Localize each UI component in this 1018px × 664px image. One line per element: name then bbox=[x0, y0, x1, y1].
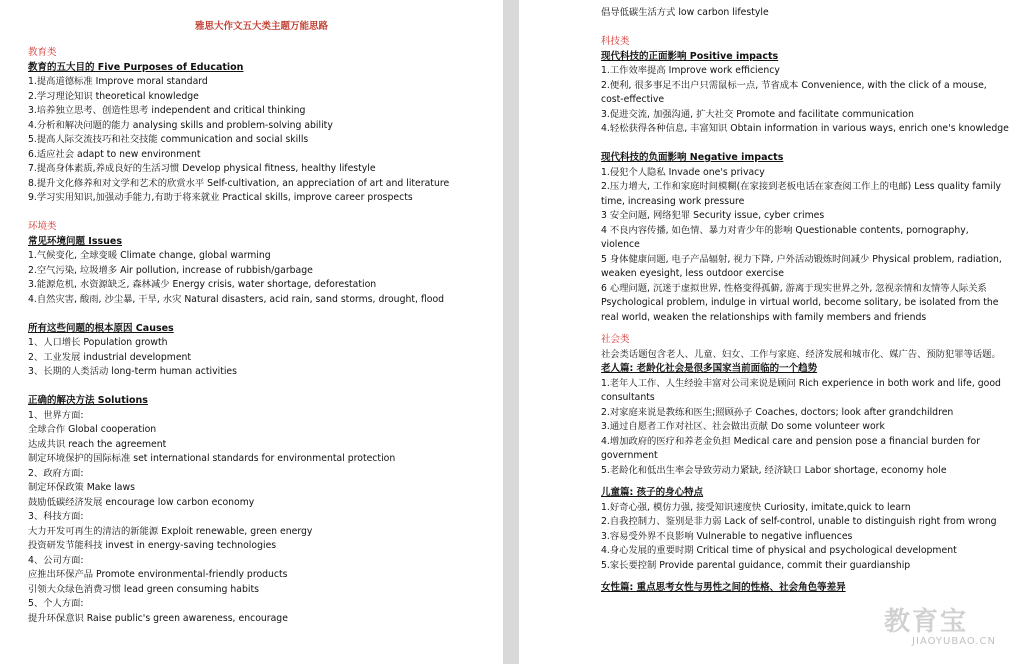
list-item: 2.对家庭来说是教练和医生;照顾孙子 Coaches, doctors; look after grandchildren bbox=[601, 406, 954, 418]
document-page-left bbox=[0, 0, 503, 664]
list-item: 5、个人方面: bbox=[28, 598, 84, 609]
list-item: 投资研发节能科技 invest in energy-saving technologies bbox=[28, 540, 277, 551]
spacer bbox=[601, 21, 1010, 36]
list-item: 4、公司方面: bbox=[28, 554, 84, 566]
list-item: 3.培养独立思考、创造性思考 independent and critical thinking bbox=[28, 105, 306, 116]
list-item: 5.家长要控制 Provide parental guidance, commit their guardianship bbox=[601, 559, 911, 571]
watermark-url: JIAOYUBAO.CN bbox=[912, 636, 996, 647]
list-item: 3.能源危机, 水资源缺乏, 森林减少 Energy crisis, water shortage, deforestation bbox=[28, 279, 377, 290]
list-item: 2、政府方面: bbox=[28, 467, 84, 479]
list-item: 3、长期的人类活动 long-term human activities bbox=[28, 366, 237, 377]
list-item: 引领大众绿色消费习惯 lead green consuming habits bbox=[28, 583, 259, 595]
list-item: 2.自我控制力、鉴别是非力弱 Lack of self-control, unable to distinguish right from wrong bbox=[601, 516, 997, 527]
spacer bbox=[28, 307, 495, 322]
heading-negative-impacts: 现代科技的负面影响 Negative impacts bbox=[601, 152, 784, 163]
list-item: 7.提高身体素质,养成良好的生活习惯 Develop physical fitness, healthy lifestyle bbox=[28, 163, 376, 174]
list-item: 4.分析和解决问题的能力 analysing skills and problem-solving ability bbox=[28, 119, 333, 131]
spacer bbox=[28, 206, 495, 221]
list-item: 1、世界方面: bbox=[28, 409, 84, 421]
list-item: 制定环保政策 Make laws bbox=[28, 482, 135, 493]
list-item: 1.提高道德标准 Improve moral standard bbox=[28, 76, 208, 87]
list-item: 2.便利, 很多事足不出户只需鼠标一点, 节省成本 Convenience, with the click of a mouse, cost-effective bbox=[601, 79, 987, 105]
section-label-society: 社会类 bbox=[601, 334, 630, 345]
list-item: 1.侵犯个人隐私 Invade one's privacy bbox=[601, 166, 765, 178]
list-item: 3、科技方面: bbox=[28, 511, 84, 522]
list-item: 全球合作 Global cooperation bbox=[28, 424, 157, 435]
heading-education-purposes: 教育的五大目的 Five Purposes of Education bbox=[28, 61, 244, 73]
watermark-logo bbox=[884, 608, 996, 654]
list-item: 4 不良内容传播, 如色情、暴力对青少年的影响 Questionable contents, pornography, violence bbox=[601, 224, 969, 250]
list-item: 4.轻松获得各种信息, 丰富知识 Obtain information in various ways, enrich one's knowledge bbox=[601, 123, 1009, 134]
list-item: 5 身体健康问题, 电子产品辐射, 视力下降, 户外活动锻炼时间减少 Physical problem, radiation, weaken eyesight, less outdoor exercise bbox=[601, 253, 1002, 279]
list-item: 2.空气污染, 垃圾增多 Air pollution, increase of rubbish/garbage bbox=[28, 264, 313, 276]
list-item: 应推出环保产品 Promote environmental-friendly products bbox=[28, 569, 288, 580]
list-item: 制定环境保护的国际标准 set international standards for environmental protection bbox=[28, 453, 396, 464]
list-item: 4.增加政府的医疗和养老金负担 Medical care and pension pose a financial burden for government bbox=[601, 435, 981, 461]
watermark-text: 教育宝 bbox=[884, 607, 969, 637]
elderly-list bbox=[601, 377, 1010, 479]
solutions-list bbox=[28, 409, 495, 627]
causes-list bbox=[28, 336, 495, 380]
section-label-environment: 环境类 bbox=[28, 221, 57, 232]
list-item: 3.促进交流, 加强沟通, 扩大社交 Promote and facilitate communication bbox=[601, 108, 914, 120]
education-list bbox=[28, 75, 495, 206]
list-item: 3.容易受外界不良影响 Vulnerable to negative influences bbox=[601, 530, 853, 542]
list-item: 1.气候变化, 全球变暖 Climate change, global warming bbox=[28, 250, 271, 261]
spacer bbox=[601, 325, 1010, 333]
section-label-technology: 科技类 bbox=[601, 36, 630, 47]
section-label-education: 教育类 bbox=[28, 47, 57, 58]
list-item: 提升环保意识 Raise public's green awareness, encourage bbox=[28, 612, 288, 624]
spacer bbox=[601, 573, 1010, 581]
heading-children: 儿童篇: 孩子的身心特点 bbox=[601, 487, 704, 498]
spacer bbox=[28, 380, 495, 395]
list-item: 6.适应社会 adapt to new environment bbox=[28, 148, 201, 160]
list-item: 2.学习理论知识 theoretical knowledge bbox=[28, 90, 199, 102]
document-title: 雅思大作文五大类主题万能思路 bbox=[194, 21, 328, 32]
list-item: 3.通过自愿者工作对社区、社会做出贡献 Do some volunteer work bbox=[601, 421, 885, 432]
children-list bbox=[601, 501, 1010, 574]
heading-positive-impacts: 现代科技的正面影响 Positive impacts bbox=[601, 50, 779, 62]
list-item: 达成共识 reach the agreement bbox=[28, 438, 167, 450]
spacer bbox=[601, 478, 1010, 486]
list-item: 9.学习实用知识,加强动手能力,有助于将来就业 Practical skills, improve career prospects bbox=[28, 192, 413, 203]
list-item: 5.提高人际交流技巧和社交技能 communication and social skills bbox=[28, 134, 309, 145]
heading-causes: 所有这些问题的根本原因 Causes bbox=[28, 322, 174, 334]
list-item: 大力开发可再生的清洁的新能源 Exploit renewable, green energy bbox=[28, 525, 313, 537]
list-item: 4.自然灾害, 酸雨, 沙尘暴, 干旱, 水灾 Natural disasters, acid rain, sand storms, drought, flood bbox=[28, 293, 445, 305]
list-item: 3 安全问题, 网络犯罪 Security issue, cyber crimes bbox=[601, 210, 825, 221]
society-intro: 社会类话题包含老人、儿童、妇女、工作与家庭、经济发展和城市化、媒广告、预防犯罪等话题。 bbox=[601, 348, 1001, 360]
heading-elderly: 老人篇: 老龄化社会是很多国家当前面临的一个趋势 bbox=[601, 363, 818, 374]
spacer bbox=[601, 137, 1010, 152]
continuation-line: 倡导低碳生活方式 low carbon lifestyle bbox=[601, 7, 769, 18]
list-item: 1.老年人工作、人生经验丰富对公司来说是顾问 Rich experience in both work and life, good consultants bbox=[601, 377, 1001, 403]
positive-impacts-list bbox=[601, 64, 1010, 137]
list-item: 2、工业发展 industrial development bbox=[28, 351, 192, 363]
list-item: 鼓励低碳经济发展 encourage low carbon economy bbox=[28, 496, 255, 508]
heading-women: 女性篇: 重点思考女性与男性之间的性格、社会角色等差异 bbox=[601, 582, 846, 593]
list-item: 4.身心发展的重要时期 Critical time of physical and psychological development bbox=[601, 545, 957, 556]
list-item: 6 心理问题, 沉迷于虚拟世界, 性格变得孤僻, 游离于现实世界之外, 忽视亲情和友情等人际关系 Psychological problem, indulge in virtual world, become solitary, be isolated from the real world, weaken the relationships with family members and friends bbox=[601, 282, 999, 323]
list-item: 5.老龄化和低出生率会导致劳动力紧缺, 经济缺口 Labor shortage, economy hole bbox=[601, 464, 947, 476]
document-page-right bbox=[519, 0, 1018, 664]
list-item: 1、人口增长 Population growth bbox=[28, 337, 168, 348]
environment-list bbox=[28, 249, 495, 307]
heading-solutions: 正确的解决方法 Solutions bbox=[28, 395, 148, 406]
list-item: 1.工作效率提高 Improve work efficiency bbox=[601, 65, 780, 76]
heading-environment-issues: 常见环境问题 Issues bbox=[28, 235, 123, 247]
list-item: 1.好奇心强, 模仿力强, 接受知识速度快 Curiosity, imitate,quick to learn bbox=[601, 501, 911, 513]
negative-impacts-list bbox=[601, 166, 1010, 326]
list-item: 2.压力增大, 工作和家庭时间模糊(在家接到老板电话在家查阅工作上的电邮) Less quality family time, increasing work pressure bbox=[601, 181, 1002, 207]
list-item: 8.提升文化修养和对文学和艺术的欣赏水平 Self-cultivation, an appreciation of art and literature bbox=[28, 177, 450, 189]
